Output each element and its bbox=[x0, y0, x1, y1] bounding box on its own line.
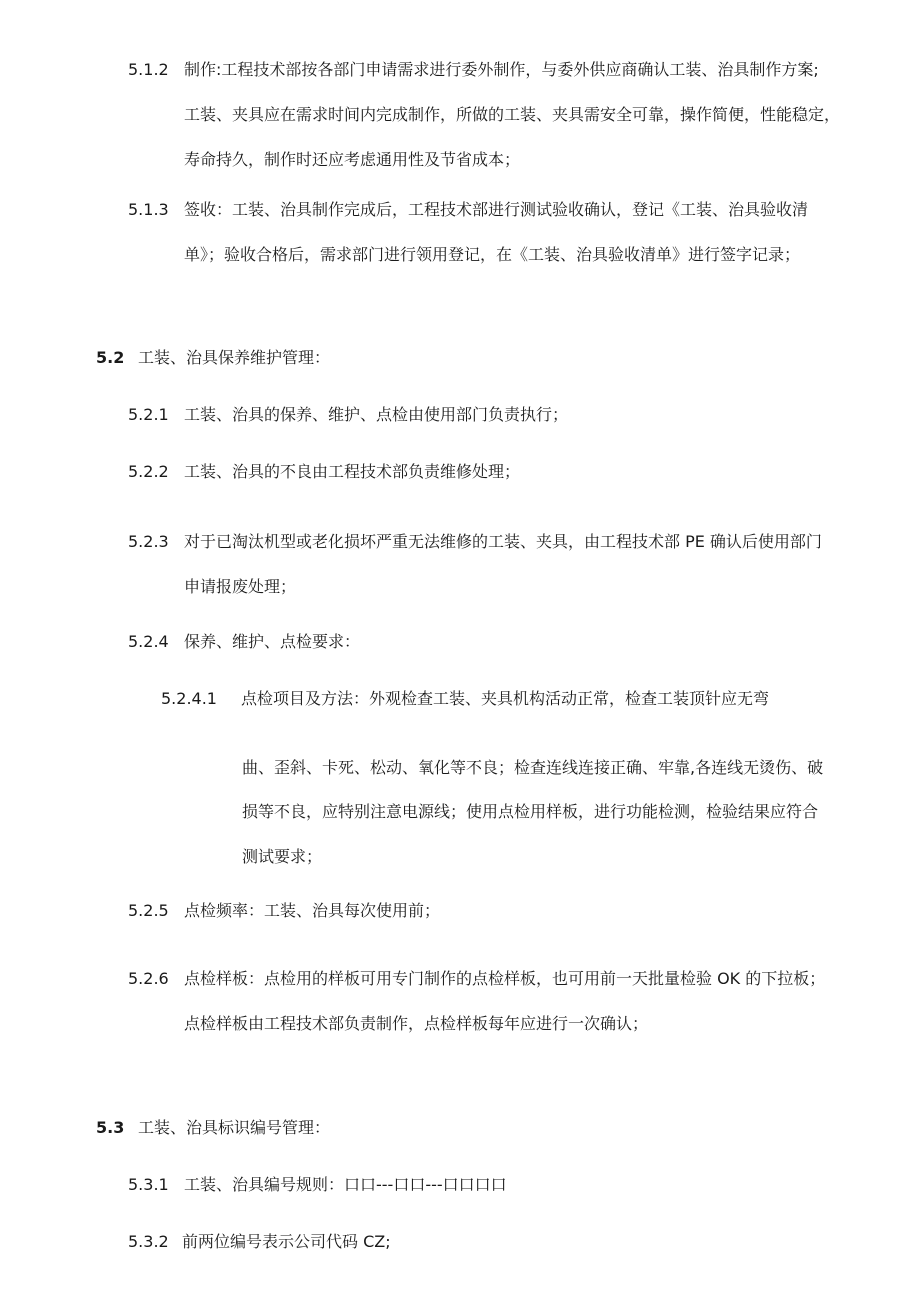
section-number: 5.2 bbox=[96, 348, 125, 367]
clause-text: 制作:工程技术部按各部门申请需求进行委外制作，与委外供应商确认工装、治具制作方案; bbox=[184, 60, 819, 79]
clause-text: 前两位编号表示公司代码 CZ; bbox=[182, 1232, 391, 1251]
clause-number: 5.2.3 bbox=[128, 532, 169, 551]
section-number: 5.3 bbox=[96, 1118, 125, 1137]
clause-number: 5.2.5 bbox=[128, 901, 169, 920]
clause-5-1-2-line-3: 寿命持久，制作时还应考虑通用性及节省成本； bbox=[184, 150, 521, 169]
section-title: 工装、治具保养维护管理： bbox=[138, 348, 331, 367]
section-5-3-heading bbox=[96, 1117, 330, 1139]
section-title: 工装、治具标识编号管理： bbox=[138, 1118, 331, 1137]
clause-text: 点检频率：工装、治具每次使用前； bbox=[184, 901, 441, 920]
clause-5-2-3-line-2: 申请报废处理； bbox=[184, 577, 297, 596]
clause-number: 5.2.2 bbox=[128, 462, 169, 481]
clause-5-1-3-line-1 bbox=[128, 199, 808, 221]
clause-5-2-2 bbox=[128, 461, 520, 483]
clause-number: 5.2.6 bbox=[128, 969, 169, 988]
clause-number: 5.1.3 bbox=[128, 200, 169, 219]
clause-5-2-4-1-line-2: 曲、歪斜、卡死、松动、氧化等不良；检查连线连接正确、牢靠,各连线无烫伤、破 bbox=[242, 758, 824, 777]
clause-5-1-2-line-1 bbox=[128, 59, 819, 81]
clause-text: 工装、治具编号规则：口口---口口---口口口口 bbox=[184, 1175, 507, 1194]
clause-text: 保养、维护、点检要求： bbox=[184, 632, 361, 651]
clause-5-2-1 bbox=[128, 404, 568, 426]
clause-text: 工装、治具的不良由工程技术部负责维修处理； bbox=[184, 462, 521, 481]
clause-text: 工装、治具的保养、维护、点检由使用部门负责执行； bbox=[184, 405, 569, 424]
clause-text: 签收：工装、治具制作完成后，工程技术部进行测试验收确认，登记《工装、治具验收清 bbox=[184, 200, 809, 219]
clause-text: 对于已淘汰机型或老化损坏严重无法维修的工装、夹具，由工程技术部 PE 确认后使用部门 bbox=[184, 532, 822, 551]
clause-text: 点检样板：点检用的样板可用专门制作的点检样板，也可用前一天批量检验 OK 的下拉板； bbox=[184, 969, 826, 988]
clause-5-1-2-line-2: 工装、夹具应在需求时间内完成制作，所做的工装、夹具需安全可靠，操作简便，性能稳定， bbox=[184, 105, 841, 124]
clause-5-2-3-line-1 bbox=[128, 531, 822, 553]
clause-number: 5.3.2 bbox=[128, 1232, 169, 1251]
clause-number: 5.1.2 bbox=[128, 60, 169, 79]
clause-5-2-4 bbox=[128, 631, 360, 653]
clause-5-2-6-line-1 bbox=[128, 968, 825, 990]
clause-5-3-1 bbox=[128, 1174, 507, 1196]
clause-5-2-6-line-2: 点检样板由工程技术部负责制作，点检样板每年应进行一次确认； bbox=[184, 1014, 649, 1033]
clause-number: 5.3.1 bbox=[128, 1175, 169, 1194]
clause-5-2-4-1-line-3: 损等不良，应特别注意电源线；使用点检用样板，进行功能检测，检验结果应符合 bbox=[242, 802, 819, 821]
clause-5-3-2 bbox=[128, 1231, 391, 1253]
clause-5-2-4-1-line-1 bbox=[161, 688, 769, 710]
clause-text: 点检项目及方法：外观检查工装、夹具机构活动正常，检查工装顶针应无弯 bbox=[241, 689, 770, 708]
clause-number: 5.2.1 bbox=[128, 405, 169, 424]
clause-number: 5.2.4.1 bbox=[161, 689, 217, 708]
section-5-2-heading bbox=[96, 347, 330, 369]
clause-number: 5.2.4 bbox=[128, 632, 169, 651]
clause-5-2-4-1-line-4: 测试要求； bbox=[242, 847, 323, 866]
clause-5-1-3-line-2: 单》；验收合格后，需求部门进行领用登记，在《工装、治具验收清单》进行签字记录； bbox=[184, 245, 801, 264]
clause-5-2-5 bbox=[128, 900, 440, 922]
